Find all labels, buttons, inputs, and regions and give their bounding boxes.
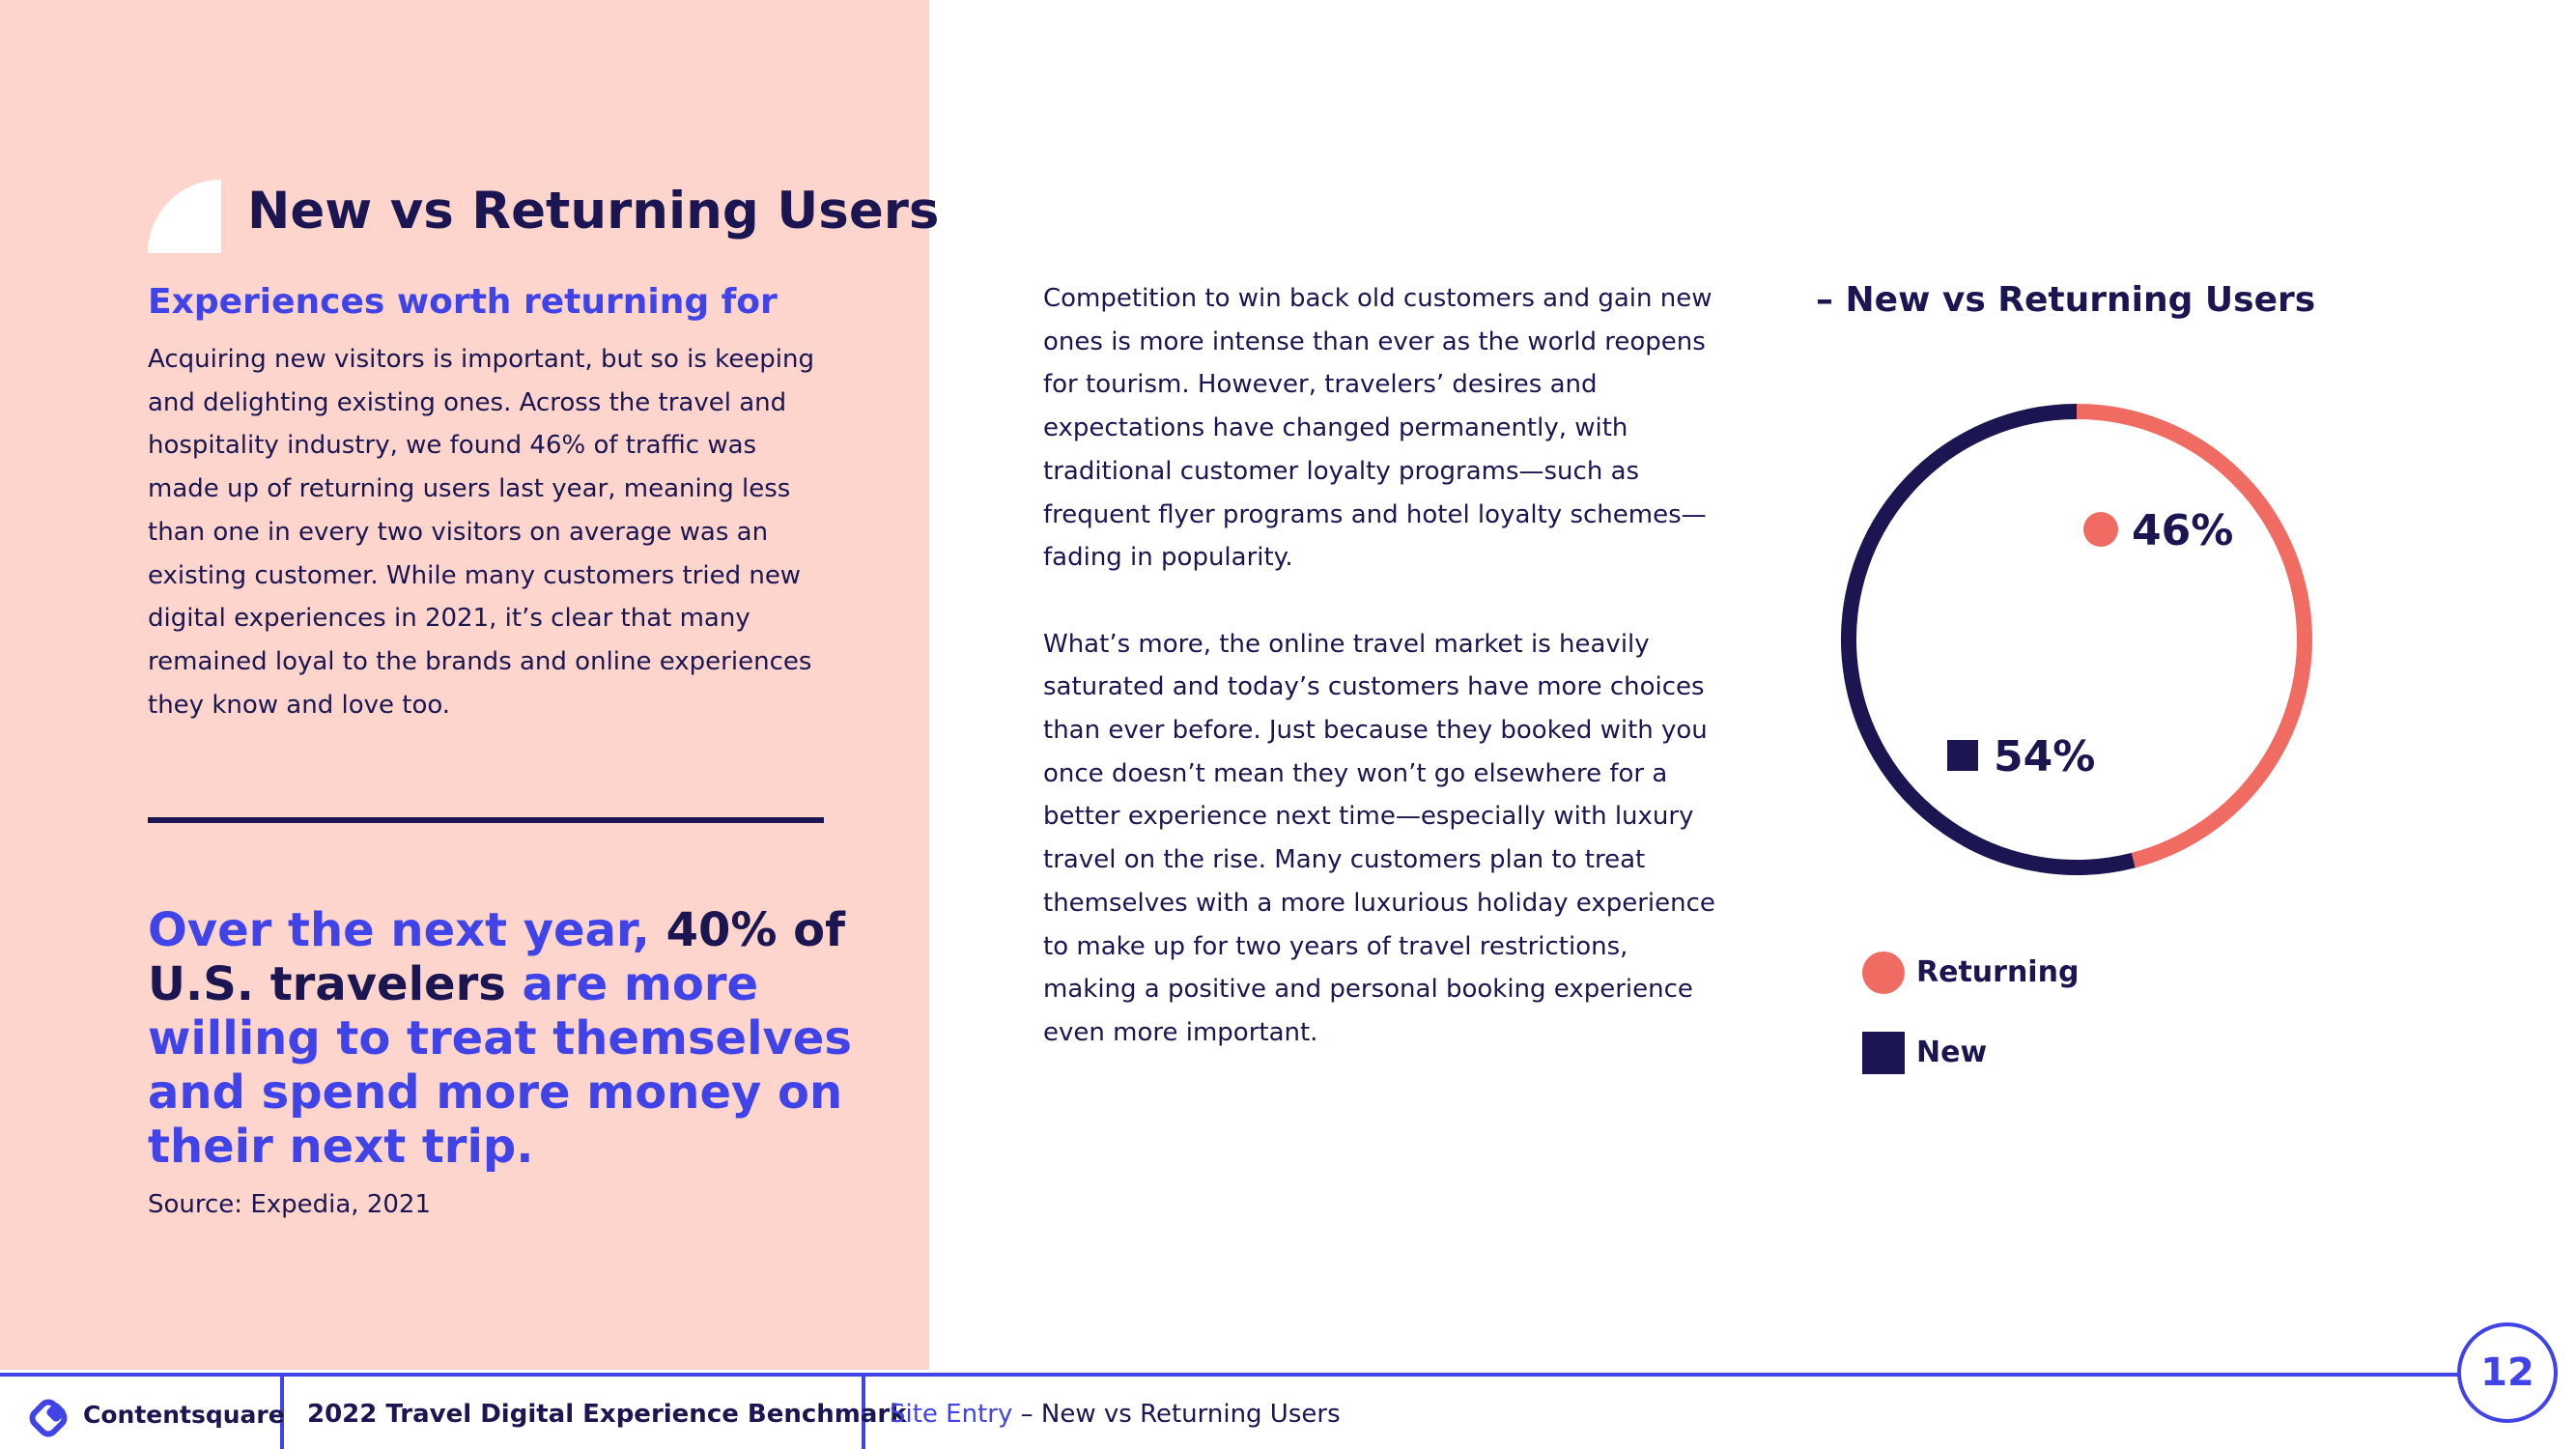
page-number-badge: 12 xyxy=(2457,1322,2558,1423)
value-label-returning: 46% xyxy=(2132,506,2234,555)
donut-chart xyxy=(1816,386,2337,908)
legend-label-new: New xyxy=(1916,1036,1988,1069)
breadcrumb-page: New vs Returning Users xyxy=(1040,1400,1341,1429)
donut-slice-new xyxy=(1849,412,2134,867)
breadcrumb-separator: – xyxy=(1012,1400,1041,1429)
breadcrumb xyxy=(890,1400,1341,1429)
footer-rule xyxy=(0,1373,2461,1377)
donut-slice-returning xyxy=(2077,412,2305,861)
body-paragraph-1: Competition to win back old customers and gain new ones is more intense than ever as the world reopens for tourism. However, travelers’ desires and expectations have changed permanently, with traditional customer loyalty programs—such as frequent flyer programs and hotel loyalty schemes—fading in popularity. xyxy=(1043,284,1713,573)
value-label-new: 54% xyxy=(1994,732,2096,781)
divider-rule xyxy=(148,817,824,823)
breadcrumb-section: Site Entry xyxy=(890,1400,1013,1429)
quote-part-1: Over the next year, xyxy=(148,903,666,957)
legend-label-returning: Returning xyxy=(1916,955,2080,989)
quote-emphasis: 40% of U.S. travelers xyxy=(148,903,846,1011)
quote-source: Source: Expedia, 2021 xyxy=(148,1190,431,1219)
report-name: 2022 Travel Digital Experience Benchmark xyxy=(307,1400,907,1429)
section-subtitle: Experiences worth returning for xyxy=(148,282,778,322)
value-marker-new xyxy=(1947,740,1978,771)
intro-paragraph: Acquiring new visitors is important, but so is keeping and delighting existing ones. Across the travel and hospitality industry, we found 46% of traffic was made up of returning users last year, meaning less than one in every two visitors on average was an existing customer. While many customers tried new digital experiences in 2021, it’s clear that many remained loyal to the brands and online experiences they know and love too. xyxy=(148,345,815,720)
body-text xyxy=(1043,277,1719,1097)
value-marker-returning xyxy=(2083,512,2118,547)
legend-swatch-returning xyxy=(1862,952,1905,994)
chart-title: – New vs Returning Users xyxy=(1816,280,2316,320)
highlight-quote xyxy=(148,903,853,1174)
legend-swatch-new xyxy=(1862,1032,1905,1074)
page-title: New vs Returning Users xyxy=(247,182,940,241)
contentsquare-logo-icon xyxy=(21,1391,75,1445)
quote-part-3: are more willing to treat themselves and spend more money on their next trip. xyxy=(148,957,852,1174)
body-paragraph-2: What’s more, the online travel market is heavily saturated and today’s customers have more choices than ever before. Just because they booked with you once doesn’t mean they won’t go elsewhere for a better experience next time—especially with luxury travel on the rise. Many customers plan to treat themselves with a more luxurious holiday experience to make up for two years of travel restrictions, making a positive and personal booking experience even more important. xyxy=(1043,629,1715,1047)
brand-name: Contentsquare xyxy=(83,1401,285,1429)
